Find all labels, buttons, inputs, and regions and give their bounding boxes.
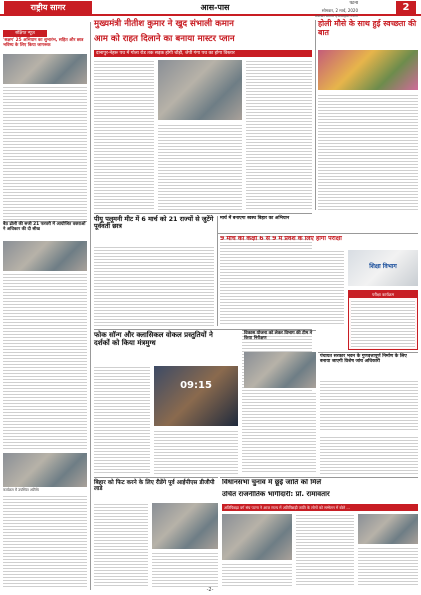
- section-title: आस-पास: [200, 3, 230, 12]
- schedule-body: [351, 300, 415, 348]
- page-number: 2: [396, 1, 416, 15]
- election-body-3: [358, 547, 418, 587]
- development-headline: विकास योजना को लेकर विभाग की टीम ने किया निरीक्षण: [244, 331, 313, 341]
- left-article-2-body: [3, 273, 87, 451]
- edition-date: सोमवार, 2 मार्च, 2020: [321, 8, 358, 13]
- left-photo-3: [3, 453, 87, 487]
- bihar-fit-headline: बिहार को फिट करने के लिए रीडेंगे पूर्व आईपीएस डीजीपी लाडे: [94, 480, 215, 493]
- lead-subhead-band: दानापुर-नेहरू पथ में गोला रोड तक सड़क होगी चौड़ी, जेपी गंगा पथ का होगा विस्तार: [94, 50, 312, 57]
- development-body: [244, 392, 316, 474]
- edition-city: पटना: [349, 1, 358, 6]
- holi-headline: होली मौसे के साथ हुई स्वच्छता की बात: [318, 19, 417, 37]
- divider: [94, 213, 312, 214]
- folk-photo: [154, 366, 238, 426]
- lead-headline-line2: आम को राहत दिलाने का बनाया मास्टर प्लान: [94, 34, 235, 44]
- bihar-fit-photo: [152, 503, 218, 549]
- election-body-1: [222, 563, 292, 587]
- lead-body-col1: [94, 60, 154, 210]
- lead-body-col3: [246, 60, 312, 210]
- newspaper-brand: राष्ट्रीय सागर: [4, 1, 92, 14]
- bihar-fit-body: [94, 503, 148, 587]
- left-photo-3-caption: कार्यक्रम में उपस्थित अतिथि: [3, 488, 39, 492]
- development-photo: [244, 352, 316, 388]
- holi-body: [318, 94, 418, 210]
- left-article-2-headline: बैठ ढोली की सजी 21 फरवरी में आयोजित वक्ताओं ने अधिकार की दी सीख: [3, 222, 86, 232]
- lead-headline-line1: मुख्यमंत्री नीतीश कुमार ने खुद संभाली कमान: [94, 19, 234, 29]
- folk-body: [94, 366, 150, 474]
- column-rule: [90, 22, 91, 590]
- panchayat-body: [320, 380, 418, 432]
- alumni-body: [94, 246, 214, 326]
- website-url: www.rashtriyasagar.com: [314, 14, 358, 18]
- divider: [318, 352, 418, 353]
- divider: [218, 233, 418, 234]
- election-body-2: [296, 514, 354, 587]
- brief-headline: 'सक्षम' 25 अभियान का शुभारंभ, सहित और छात्र भविष्य के लिए किया जागरूक: [3, 38, 84, 48]
- divider: [94, 477, 218, 478]
- folk-photo-clock-text: 09:15: [180, 380, 212, 391]
- maro-headline: मार्च में बनाएगा स्वस्थ बिहार का अभियान: [220, 216, 290, 221]
- brief-badge: संक्षिप्त न्यूज़: [3, 30, 47, 37]
- election-photo-2: [358, 514, 418, 544]
- brief-body: [3, 86, 87, 220]
- election-photo: [222, 514, 292, 560]
- column-rule: [315, 20, 316, 210]
- schedule-title: परीक्षा कार्यक्रम: [349, 291, 417, 298]
- holi-photo: [318, 50, 418, 90]
- exam-body-2: [288, 250, 344, 324]
- lead-body-col2: [158, 124, 242, 210]
- election-headline-line2: उचित राजनीतिक भागीदारी: प्रो. रामावतार: [222, 491, 330, 498]
- folk-body-2: [154, 430, 238, 474]
- page-footer-marker: -2-: [206, 587, 214, 593]
- right-col-body: [320, 436, 418, 474]
- election-subhead-band: अतिपिछड़ा वर्ग संघ पटना ने आज राज्य में अतिपिछड़ी जाति के लोगों को सम्मेलन में बोले ...: [222, 504, 418, 511]
- bihar-fit-body-2: [152, 552, 218, 587]
- left-photo-1: [3, 54, 87, 84]
- exam-body-1: [220, 250, 284, 324]
- lead-photo: [158, 60, 242, 120]
- panchayat-headline: पंचायत सरकार भवन के गुणवत्तापूर्ण निर्माण के लिए बनाया जाएगी विशेष जांच अधिकारी: [320, 354, 407, 365]
- election-headline-line1: विधानसभा चुनाव में छूई जाति को मिले: [222, 479, 322, 486]
- divider: [220, 477, 418, 478]
- left-photo-2: [3, 241, 87, 271]
- folk-headline: फोक सॉन्ग और क्लासिकल वोकल प्रस्तुतियों ने दर्शकों को किया मंत्रमुग्ध: [94, 331, 213, 347]
- alumni-headline: पीयू पलूमनी मीट में 6 मार्च को 21 राज्यों से जुटेंगे पूर्ववर्ती छात्र: [94, 215, 214, 231]
- education-dept-label: शिक्षा विभाग: [369, 263, 397, 270]
- exam-headline: 9 मार्च को कक्षा 6 से 9 में प्रवेश के लिए होगी परीक्षा: [220, 236, 342, 242]
- left-article-3-body: [3, 495, 87, 587]
